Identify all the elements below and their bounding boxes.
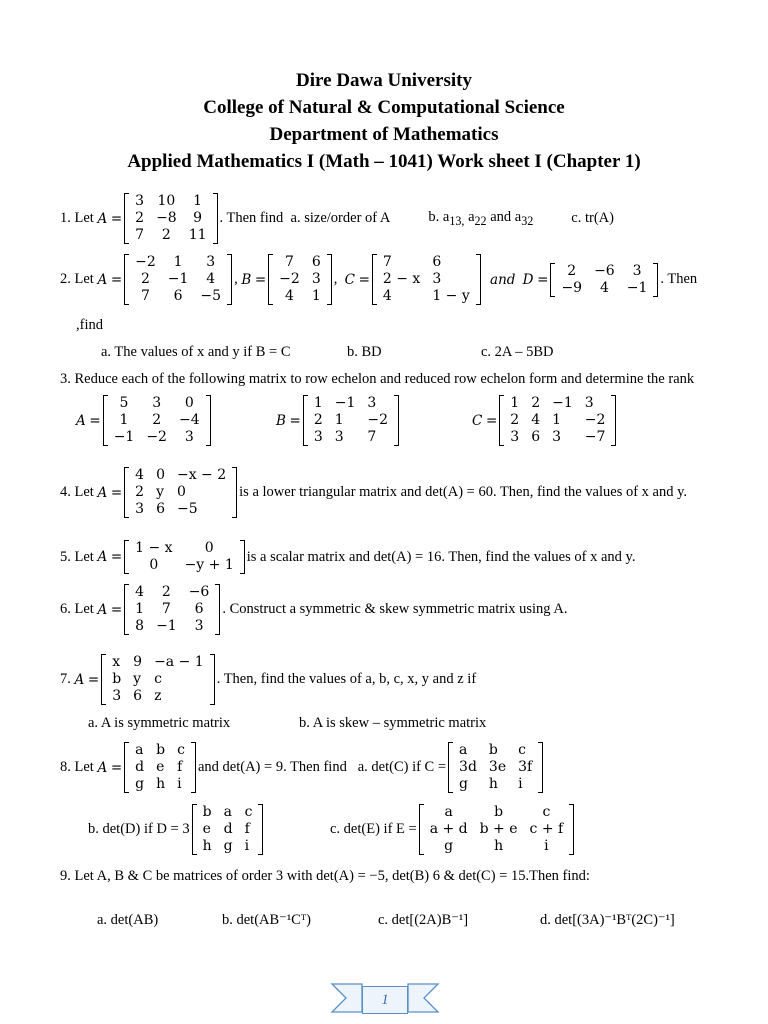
matrix-cell: 4 — [285, 288, 294, 304]
matrix-cell: g — [444, 838, 454, 854]
matrix — [103, 395, 211, 446]
matrix-cell: 4 — [206, 271, 216, 287]
matrix-cell: a — [459, 742, 468, 758]
matrix — [124, 254, 232, 305]
matrix-cell: 3 — [432, 271, 442, 287]
matrix-cell: i — [244, 838, 250, 854]
question-5: 5. Let A = 1 − x 0 0 −y + 1 is a scalar matrix and det(A) = 16. Then, find the values of x and y. — [60, 540, 636, 573]
matrix — [124, 467, 237, 518]
matrix — [419, 804, 575, 855]
matrix-cell: i — [177, 776, 182, 792]
matrix — [101, 654, 215, 705]
matrix-cell: 1 − y — [432, 288, 470, 304]
question-3: 3. Reduce each of the following matrix to row echelon and reduced row echelon form and determine the rank — [60, 371, 695, 387]
matrix-cell: a — [135, 742, 144, 758]
matrix-cell: c — [177, 742, 185, 758]
matrix-cell: f — [177, 759, 183, 775]
university-title: Dire Dawa University — [296, 70, 472, 91]
matrix-cell: −x − 2 — [176, 467, 227, 483]
matrix — [499, 395, 616, 446]
matrix-cell: 1 — [313, 395, 323, 411]
matrix-cell: 0 — [184, 395, 194, 411]
matrix-cell: 4 — [382, 288, 392, 304]
matrix-cell: g — [135, 776, 145, 792]
matrix-cell: −1 — [167, 271, 189, 287]
matrix-cell: 3 — [584, 395, 594, 411]
matrix-cell: 1 — [334, 412, 344, 428]
matrix-cell: 10 — [157, 193, 176, 209]
matrix — [124, 584, 220, 635]
matrix-cell: e — [202, 821, 211, 837]
matrix-cell: c + f — [529, 821, 564, 837]
matrix-cell: d — [135, 759, 145, 775]
matrix-cell: 2 — [152, 412, 162, 428]
matrix-cell: h — [488, 776, 498, 792]
matrix-cell: 0 — [156, 467, 165, 483]
matrix-cell: 4 — [531, 412, 541, 428]
matrix-cell: c — [518, 742, 526, 758]
matrix-cell: 8 — [135, 618, 145, 634]
matrix-cell: 3d — [459, 759, 477, 775]
matrix-cell: 2 — [567, 262, 577, 279]
matrix-cell: 4 — [135, 467, 145, 483]
matrix-cell: y — [133, 671, 142, 687]
matrix-cell: 9 — [193, 210, 203, 226]
matrix-cell: 2 − x — [382, 271, 421, 287]
matrix-cell: 3 — [194, 618, 204, 634]
question-7: 7. A = x 9 −a − 1 b y c 3 6 z . Then, find the values of a, b, c, x, y and z if — [60, 654, 477, 704]
matrix-cell: b — [494, 804, 504, 820]
matrix-cell: f — [244, 821, 250, 837]
matrix-cell: c — [542, 804, 551, 820]
matrix-cell: 2 — [313, 412, 323, 428]
matrix-cell: −1 — [156, 618, 177, 634]
q7-part-b: b. A is skew – symmetric matrix — [299, 715, 487, 731]
matrix-cell: −1 — [334, 395, 356, 411]
matrix-cell: b — [156, 742, 166, 758]
matrix-cell: −2 — [279, 271, 300, 287]
matrix-cell: 11 — [188, 227, 207, 243]
q2-part-a: a. The values of x and y if B = C — [101, 344, 291, 360]
matrix-cell: 7 — [161, 601, 171, 617]
matrix-cell: x — [112, 654, 121, 670]
matrix-cell: 2 — [135, 484, 145, 500]
matrix-cell: 3 — [112, 688, 122, 704]
matrix-cell: 3 — [206, 254, 216, 270]
q8-part-c: c. det(E) if E = a b c a + d b + e c + f g h i — [330, 804, 576, 855]
matrix-cell: −2 — [584, 412, 606, 428]
matrix-cell: −a − 1 — [154, 654, 204, 670]
matrix-cell: 7 — [382, 254, 392, 270]
page-number: 1 — [362, 986, 408, 1014]
matrix-cell: −1 — [552, 395, 573, 411]
matrix-cell: 3 — [367, 395, 377, 411]
matrix-cell: −2 — [146, 429, 167, 445]
department-title: Department of Mathematics — [269, 124, 499, 145]
question-8: 8. Let A = a b c d e f g h i and det(A) = 9. Then find a. det(C) if C = a b c 3d 3e 3f g h i — [60, 742, 545, 793]
course-title: Applied Mathematics I (Math – 1041) Work sheet I (Chapter 1) — [127, 151, 641, 172]
matrix-cell: 3 — [152, 395, 162, 411]
matrix-cell: −7 — [584, 429, 606, 445]
q9-part-b: b. det(AB⁻¹Cᵀ) — [222, 912, 311, 928]
matrix-cell: b — [488, 742, 498, 758]
matrix — [303, 395, 399, 446]
matrix-cell: 1 — [119, 412, 129, 428]
matrix-cell: 3 — [334, 429, 344, 445]
matrix-cell: b — [112, 671, 122, 687]
matrix-cell: 1 − x — [135, 540, 173, 556]
matrix-cell: 0 — [176, 484, 186, 500]
matrix-cell: a — [223, 804, 232, 820]
matrix-cell: −4 — [178, 412, 200, 428]
matrix — [372, 254, 481, 305]
matrix-cell: −8 — [156, 210, 177, 226]
matrix-cell: i — [518, 776, 523, 792]
matrix-cell: −1 — [626, 279, 648, 296]
matrix-cell: 6 — [311, 254, 321, 270]
matrix-cell: −2 — [135, 254, 156, 270]
question-4: 4. Let A = 4 0 −x − 2 2 y 0 3 6 −5 is a lower triangular matrix and det(A) = 60. Then, find the values of x and y. — [60, 467, 688, 517]
matrix-cell: 9 — [133, 654, 143, 670]
matrix — [268, 254, 332, 305]
matrix-cell: 3e — [488, 759, 507, 775]
matrix-cell: g — [223, 838, 233, 854]
question-2: 2. Let A = −2 1 3 2 −1 4 7 6 −5 , B = 7 6 −2 3 4 1 , C = 7 6 2 − x 3 4 1 − y and D = 2 −6 3 −9 4 −1 . Then — [60, 254, 698, 304]
q9-part-a: a. det(AB) — [97, 912, 159, 928]
q3-matrix-c: C = 1 2 −1 3 2 4 1 −2 3 6 3 −7 — [472, 395, 618, 446]
matrix-cell: h — [202, 838, 212, 854]
matrix-cell: 0 — [204, 540, 214, 556]
matrix-cell: 5 — [119, 395, 129, 411]
matrix-cell: 3 — [313, 429, 323, 445]
q3-matrix-a: A = 5 3 0 1 2 −4 −1 −2 3 — [76, 395, 213, 446]
matrix — [448, 742, 543, 793]
matrix-cell: 3 — [552, 429, 562, 445]
matrix — [124, 742, 196, 793]
matrix-cell: 2 — [510, 412, 520, 428]
matrix-cell: −6 — [188, 584, 210, 600]
matrix-cell: −2 — [367, 412, 389, 428]
matrix-cell: 3 — [184, 429, 194, 445]
q2-part-b: b. BD — [347, 344, 382, 360]
matrix-cell: 3f — [518, 759, 533, 775]
matrix — [192, 804, 264, 855]
matrix-cell: −5 — [176, 501, 198, 517]
matrix-cell: −1 — [113, 429, 135, 445]
q9-part-d: d. det[(3A)⁻¹Bᵀ(2C)⁻¹] — [540, 912, 675, 928]
matrix-cell: 7 — [135, 227, 145, 243]
matrix-cell: −5 — [200, 288, 222, 304]
matrix-cell: 7 — [285, 254, 294, 270]
matrix-cell: −y + 1 — [184, 557, 234, 573]
matrix-cell: 1 — [173, 254, 183, 270]
matrix-cell: 3 — [632, 262, 642, 279]
matrix-cell: a — [444, 804, 453, 820]
college-title: College of Natural & Computational Science — [203, 97, 565, 118]
matrix-cell: c — [154, 671, 162, 687]
matrix-cell: 6 — [194, 601, 204, 617]
matrix-cell: 1 — [193, 193, 203, 209]
matrix-cell: 7 — [367, 429, 377, 445]
matrix-cell: b — [202, 804, 212, 820]
q2-part-c: c. 2A – 5BD — [481, 344, 554, 360]
matrix-cell: 0 — [149, 557, 159, 573]
matrix-cell: −9 — [561, 279, 583, 296]
matrix-cell: 1 — [135, 601, 145, 617]
matrix-cell: 6 — [156, 501, 165, 517]
matrix-cell: i — [544, 838, 549, 854]
matrix-cell: 4 — [135, 584, 145, 600]
matrix-cell: h — [156, 776, 166, 792]
q7-part-a: a. A is symmetric matrix — [88, 715, 231, 731]
matrix-cell: e — [156, 759, 165, 775]
matrix-cell: 6 — [531, 429, 541, 445]
q2-find: ,find — [76, 317, 103, 333]
q9-part-c: c. det[(2A)B⁻¹] — [378, 912, 469, 928]
matrix-cell: a + d — [429, 821, 468, 837]
matrix-cell: 6 — [133, 688, 143, 704]
matrix-cell: b + e — [479, 821, 518, 837]
matrix-cell: 3 — [135, 501, 145, 517]
matrix-cell: 3 — [311, 271, 321, 287]
matrix-cell: 7 — [141, 288, 150, 304]
matrix-cell: y — [156, 484, 164, 500]
matrix-cell: 2 — [531, 395, 541, 411]
matrix-cell: z — [154, 688, 162, 704]
matrix-cell: 2 — [161, 584, 171, 600]
question-6: 6. Let A = 4 2 −6 1 7 6 8 −1 3 . Construct a symmetric & skew symmetric matrix using A. — [60, 584, 568, 634]
matrix — [550, 263, 658, 297]
matrix-cell: 1 — [311, 288, 321, 304]
matrix-cell: 3 — [510, 429, 520, 445]
matrix-cell: 6 — [173, 288, 183, 304]
matrix-cell: d — [223, 821, 233, 837]
matrix-cell: 4 — [599, 279, 609, 296]
question-9: 9. Let A, B & C be matrices of order 3 with det(A) = −5, det(B) 6 & det(C) = 15.Then find: — [60, 868, 590, 884]
matrix-cell: 1 — [552, 412, 562, 428]
q8-part-b: b. det(D) if D = 3 b a c e d f h g i — [88, 804, 265, 855]
matrix-cell: −6 — [594, 262, 615, 279]
matrix — [124, 540, 245, 574]
matrix-cell: 6 — [432, 254, 442, 270]
q3-matrix-b: B = 1 −1 3 2 1 −2 3 3 7 — [276, 395, 401, 446]
matrix-cell: 3 — [135, 193, 145, 209]
matrix-cell: c — [244, 804, 253, 820]
matrix-cell: 2 — [135, 210, 145, 226]
matrix-cell: 2 — [141, 271, 150, 287]
matrix — [124, 193, 217, 244]
matrix-cell: 2 — [161, 227, 171, 243]
matrix-cell: 1 — [510, 395, 520, 411]
q1-part-b: b. $a_{13,}$ $a_{22}$ and $a_{32}$ — [428, 208, 534, 228]
matrix-cell: h — [494, 838, 504, 854]
question-1: 1. Let A = 3 10 1 2 −8 9 7 2 11 . Then find a. size/order of A b. $a_{13,}$ $a_{22}$ and $a_{32}$ c. tr(A) — [60, 193, 614, 243]
matrix-cell: g — [459, 776, 468, 792]
